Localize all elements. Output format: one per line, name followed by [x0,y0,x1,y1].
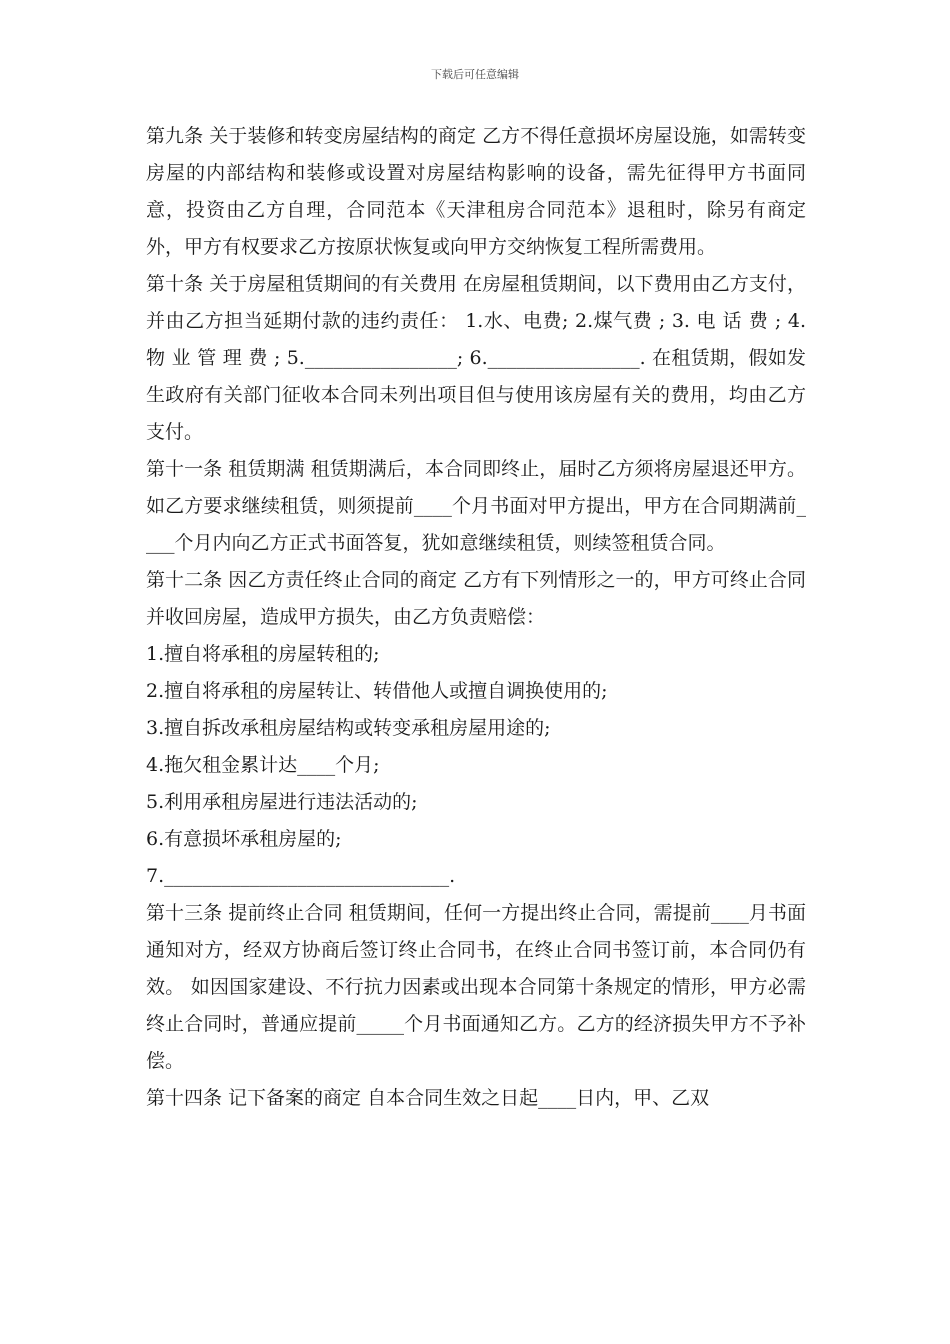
clause-11: 第十一条 租赁期满 租赁期满后，本合同即终止，届时乙方须将房屋退还甲方。如乙方要求继续租赁，则须提前____个月书面对甲方提出，甲方在合同期满前____个月内向乙方正式书面答复，犹如意继续租赁，则续签租赁合同。 [146,458,806,554]
clause-14: 第十四条 记下备案的商定 自本合同生效之日起____日内，甲、乙双 [146,1087,710,1109]
clause-10: 第十条 关于房屋租赁期间的有关费用 在房屋租赁期间，以下费用由乙方支付，并由乙方担当延期付款的违约责任： 1.水、电费; 2.煤气费 ; 3. 电 话 费 ; 4. 物 业 管 理 费 ; 5.________________; 6.________________. 在租赁期，假如发生政府有关部门征收本合同未列出项目但与使用该房屋有关的费用，均由乙方支付。 [146,273,806,443]
clause-12-item-7: 7.______________________________. [146,865,456,887]
clause-12-item-6: 6.有意损坏承租房屋的; [146,828,342,850]
header-note: 下载后可任意编辑 [431,68,519,81]
clause-13: 第十三条 提前终止合同 租赁期间，任何一方提出终止合同，需提前____月书面通知对方，经双方协商后签订终止合同书，在终止合同书签订前，本合同仍有效。 如因国家建设、不行抗力因素或出现本合同第十条规定的情形，甲方必需终止合同时，普通应提前_____个月书面通知乙方。乙方的经济损失甲方不予补偿。 [146,902,806,1072]
clause-12-item-4: 4.拖欠租金累计达____个月; [146,754,380,776]
clause-12: 第十二条 因乙方责任终止合同的商定 乙方有下列情形之一的，甲方可终止合同并收回房屋，造成甲方损失，由乙方负责赔偿： [146,569,806,628]
clause-12-item-1: 1.擅自将承租的房屋转租的; [146,643,380,665]
clause-12-item-3: 3.擅自拆改承租房屋结构或转变承租房屋用途的; [146,717,551,739]
clause-12-item-5: 5.利用承租房屋进行违法活动的; [146,791,418,813]
clause-9: 第九条 关于装修和转变房屋结构的商定 乙方不得任意损坏房屋设施，如需转变房屋的内部结构和装修或设置对房屋结构影响的设备，需先征得甲方书面同意，投资由乙方自理，合同范本《天津租房合同范本》退租时，除另有商定外，甲方有权要求乙方按原状恢复或向甲方交纳恢复工程所需费用。 [146,125,806,258]
clause-12-item-2: 2.擅自将承租的房屋转让、转借他人或擅自调换使用的; [146,680,608,702]
contract-body [146,118,806,1117]
